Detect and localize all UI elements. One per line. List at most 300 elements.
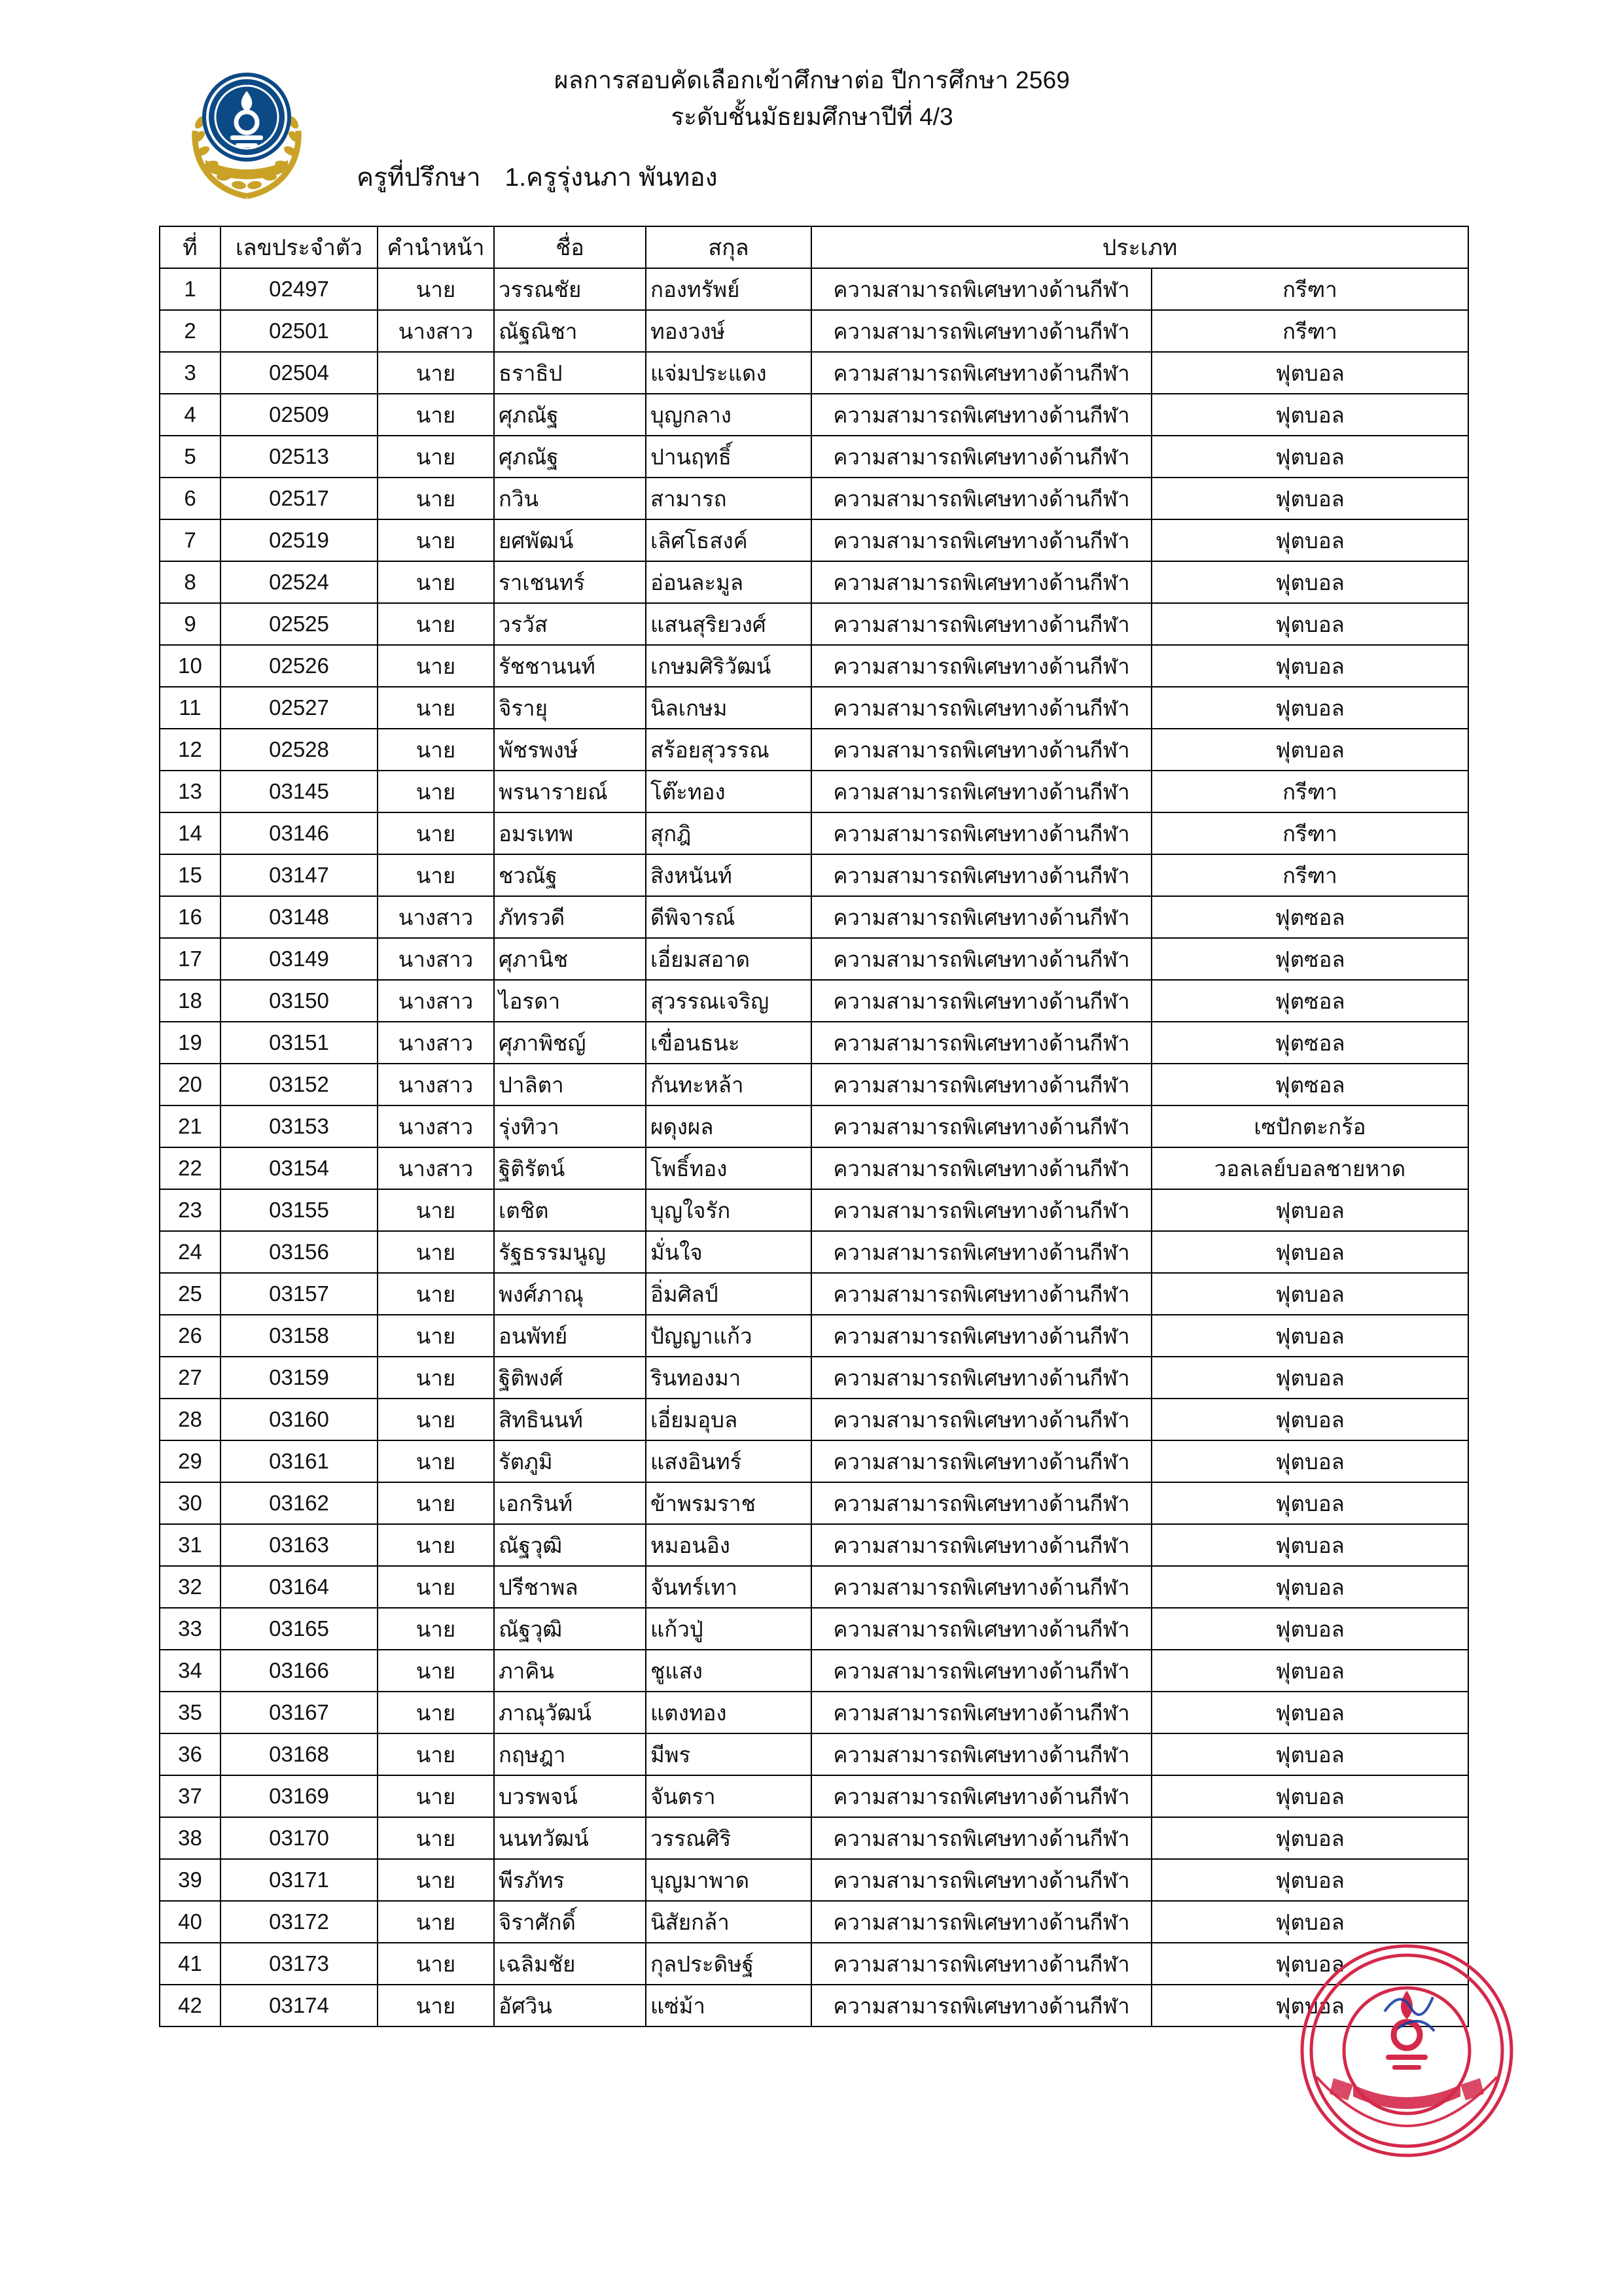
last-name: บุญใจรัก <box>646 1189 811 1231</box>
student-id: 03149 <box>221 938 378 980</box>
sport-category: กรีฑา <box>1152 812 1468 854</box>
last-name: ทองวงษ์ <box>646 310 811 352</box>
table-row <box>160 1147 1468 1189</box>
student-id: 03155 <box>221 1189 378 1231</box>
admission-type: ความสามารถพิเศษทางด้านกีฬา <box>811 980 1152 1022</box>
admission-type: ความสามารถพิเศษทางด้านกีฬา <box>811 1357 1152 1399</box>
first-name: รัชชานนท์ <box>494 645 646 687</box>
first-name: ยศพัฒน์ <box>494 519 646 561</box>
sport-category: ฟุตบอล <box>1152 687 1468 729</box>
row-number: 22 <box>160 1147 221 1189</box>
table-row <box>160 729 1468 771</box>
page-subtitle: ระดับชั้นมัธยมศึกษาปีที่ 4/3 <box>671 103 953 130</box>
last-name: สุวรรณเจริญ <box>646 980 811 1022</box>
sport-category: ฟุตบอล <box>1152 1775 1468 1817</box>
last-name: โพธิ์ทอง <box>646 1147 811 1189</box>
first-name: จิราศักดิ์ <box>494 1901 646 1943</box>
name-prefix: นาย <box>378 1817 494 1859</box>
admission-type: ความสามารถพิเศษทางด้านกีฬา <box>811 1231 1152 1273</box>
admission-type: ความสามารถพิเศษทางด้านกีฬา <box>811 1608 1152 1650</box>
name-prefix: นางสาว <box>378 980 494 1022</box>
row-number: 41 <box>160 1943 221 1985</box>
admission-type: ความสามารถพิเศษทางด้านกีฬา <box>811 771 1152 812</box>
name-prefix: นาย <box>378 394 494 436</box>
sport-category: ฟุตบอล <box>1152 729 1468 771</box>
first-name: ภาคิน <box>494 1650 646 1692</box>
last-name: วรรณศิริ <box>646 1817 811 1859</box>
table-row <box>160 1189 1468 1231</box>
sport-category: ฟุตบอล <box>1152 478 1468 519</box>
col-header-type: ประเภท <box>811 226 1468 268</box>
results-table <box>159 226 1469 2027</box>
row-number: 37 <box>160 1775 221 1817</box>
sport-category: ฟุตบอล <box>1152 394 1468 436</box>
sport-category: ฟุตบอล <box>1152 1901 1468 1943</box>
first-name: ฐิติพงศ์ <box>494 1357 646 1399</box>
first-name: ชวณัฐ <box>494 854 646 896</box>
last-name: กุลประดิษฐ์ <box>646 1943 811 1985</box>
first-name: พัชรพงษ์ <box>494 729 646 771</box>
name-prefix: นาย <box>378 603 494 645</box>
table-row <box>160 1817 1468 1859</box>
table-row <box>160 561 1468 603</box>
last-name: เลิศโธสงค์ <box>646 519 811 561</box>
first-name: วรวัส <box>494 603 646 645</box>
sport-category: ฟุตบอล <box>1152 1315 1468 1357</box>
last-name: รินทองมา <box>646 1357 811 1399</box>
last-name: แสงอินทร์ <box>646 1440 811 1482</box>
sport-category: ฟุตซอล <box>1152 938 1468 980</box>
table-row <box>160 1105 1468 1147</box>
last-name: สิงหนันท์ <box>646 854 811 896</box>
row-number: 38 <box>160 1817 221 1859</box>
sport-category: ฟุตบอล <box>1152 1399 1468 1440</box>
name-prefix: นาย <box>378 1231 494 1273</box>
admission-type: ความสามารถพิเศษทางด้านกีฬา <box>811 519 1152 561</box>
name-prefix: นาย <box>378 1859 494 1901</box>
student-id: 02501 <box>221 310 378 352</box>
last-name: บุญกลาง <box>646 394 811 436</box>
admission-type: ความสามารถพิเศษทางด้านกีฬา <box>811 1817 1152 1859</box>
table-row <box>160 394 1468 436</box>
student-id: 03154 <box>221 1147 378 1189</box>
name-prefix: นาย <box>378 1399 494 1440</box>
admission-type: ความสามารถพิเศษทางด้านกีฬา <box>811 394 1152 436</box>
student-id: 02509 <box>221 394 378 436</box>
row-number: 1 <box>160 268 221 310</box>
row-number: 9 <box>160 603 221 645</box>
last-name: กันทะหล้า <box>646 1064 811 1105</box>
first-name: ภัทรวดี <box>494 896 646 938</box>
admission-type: ความสามารถพิเศษทางด้านกีฬา <box>811 310 1152 352</box>
name-prefix: นางสาว <box>378 896 494 938</box>
student-id: 02525 <box>221 603 378 645</box>
row-number: 40 <box>160 1901 221 1943</box>
sport-category: ฟุตบอล <box>1152 1859 1468 1901</box>
row-number: 30 <box>160 1482 221 1524</box>
sport-category: ฟุตบอล <box>1152 1482 1468 1524</box>
admission-type: ความสามารถพิเศษทางด้านกีฬา <box>811 1985 1152 2026</box>
admission-type: ความสามารถพิเศษทางด้านกีฬา <box>811 854 1152 896</box>
admission-type: ความสามารถพิเศษทางด้านกีฬา <box>811 478 1152 519</box>
results-table-wrap <box>159 226 1468 2027</box>
last-name: สามารถ <box>646 478 811 519</box>
row-number: 3 <box>160 352 221 394</box>
row-number: 4 <box>160 394 221 436</box>
admission-type: ความสามารถพิเศษทางด้านกีฬา <box>811 1692 1152 1733</box>
student-id: 02519 <box>221 519 378 561</box>
row-number: 20 <box>160 1064 221 1105</box>
row-number: 24 <box>160 1231 221 1273</box>
name-prefix: นาย <box>378 1524 494 1566</box>
page-title: ผลการสอบคัดเลือกเข้าศึกษาต่อ ปีการศึกษา 2569 <box>554 67 1070 94</box>
student-id: 03145 <box>221 771 378 812</box>
table-row <box>160 1901 1468 1943</box>
row-number: 7 <box>160 519 221 561</box>
last-name: ปานฤทธิ์ <box>646 436 811 478</box>
first-name: ณัฐณิชา <box>494 310 646 352</box>
table-row <box>160 1524 1468 1566</box>
student-id: 03158 <box>221 1315 378 1357</box>
student-id: 03146 <box>221 812 378 854</box>
row-number: 33 <box>160 1608 221 1650</box>
table-row <box>160 352 1468 394</box>
row-number: 10 <box>160 645 221 687</box>
first-name: กวิน <box>494 478 646 519</box>
sport-category: ฟุตบอล <box>1152 1357 1468 1399</box>
first-name: อมรเทพ <box>494 812 646 854</box>
last-name: จันทร์เทา <box>646 1566 811 1608</box>
admission-type: ความสามารถพิเศษทางด้านกีฬา <box>811 729 1152 771</box>
table-row <box>160 687 1468 729</box>
admission-type: ความสามารถพิเศษทางด้านกีฬา <box>811 1482 1152 1524</box>
sport-category: ฟุตซอล <box>1152 980 1468 1022</box>
row-number: 16 <box>160 896 221 938</box>
student-id: 03174 <box>221 1985 378 2026</box>
name-prefix: นาย <box>378 1608 494 1650</box>
table-row <box>160 1775 1468 1817</box>
row-number: 28 <box>160 1399 221 1440</box>
student-id: 03163 <box>221 1524 378 1566</box>
admission-type: ความสามารถพิเศษทางด้านกีฬา <box>811 1189 1152 1231</box>
name-prefix: นาย <box>378 1440 494 1482</box>
last-name: หมอนอิง <box>646 1524 811 1566</box>
document-header <box>0 0 1624 196</box>
name-prefix: นางสาว <box>378 1064 494 1105</box>
table-row <box>160 603 1468 645</box>
student-id: 02497 <box>221 268 378 310</box>
student-id: 03152 <box>221 1064 378 1105</box>
row-number: 2 <box>160 310 221 352</box>
name-prefix: นาย <box>378 1566 494 1608</box>
last-name: นิสัยกล้า <box>646 1901 811 1943</box>
sport-category: ฟุตบอล <box>1152 1608 1468 1650</box>
admission-type: ความสามารถพิเศษทางด้านกีฬา <box>811 1064 1152 1105</box>
last-name: มั่นใจ <box>646 1231 811 1273</box>
student-id: 03170 <box>221 1817 378 1859</box>
first-name: อัศวิน <box>494 1985 646 2026</box>
first-name: จิรายุ <box>494 687 646 729</box>
sport-category: ฟุตบอล <box>1152 645 1468 687</box>
admission-type: ความสามารถพิเศษทางด้านกีฬา <box>811 1105 1152 1147</box>
student-id: 03167 <box>221 1692 378 1733</box>
table-row <box>160 1357 1468 1399</box>
advisor-name: 1.ครูรุ่งนภา พันทอง <box>504 164 718 192</box>
table-row <box>160 436 1468 478</box>
student-id: 03164 <box>221 1566 378 1608</box>
student-id: 03148 <box>221 896 378 938</box>
row-number: 21 <box>160 1105 221 1147</box>
sport-category: ฟุตบอล <box>1152 1733 1468 1775</box>
table-row <box>160 1608 1468 1650</box>
sport-category: ฟุตบอล <box>1152 1985 1468 2026</box>
name-prefix: นาย <box>378 1943 494 1985</box>
admission-type: ความสามารถพิเศษทางด้านกีฬา <box>811 1901 1152 1943</box>
first-name: ภาณุวัฒน์ <box>494 1692 646 1733</box>
sport-category: ฟุตบอล <box>1152 1817 1468 1859</box>
last-name: แจ่มประแดง <box>646 352 811 394</box>
table-row <box>160 1650 1468 1692</box>
last-name: ผดุงผล <box>646 1105 811 1147</box>
first-name: อนพัทย์ <box>494 1315 646 1357</box>
col-header-id: เลขประจำตัว <box>221 226 378 268</box>
student-id: 03157 <box>221 1273 378 1315</box>
row-number: 6 <box>160 478 221 519</box>
name-prefix: นาย <box>378 1482 494 1524</box>
sport-category: ฟุตบอล <box>1152 1189 1468 1231</box>
last-name: เอี่ยมอุบล <box>646 1399 811 1440</box>
first-name: ศุภานิช <box>494 938 646 980</box>
first-name: ฐิติรัตน์ <box>494 1147 646 1189</box>
first-name: ศุภาพิชญ์ <box>494 1022 646 1064</box>
table-row <box>160 812 1468 854</box>
admission-type: ความสามารถพิเศษทางด้านกีฬา <box>811 1147 1152 1189</box>
table-row <box>160 1399 1468 1440</box>
admission-type: ความสามารถพิเศษทางด้านกีฬา <box>811 561 1152 603</box>
table-row <box>160 1315 1468 1357</box>
admission-type: ความสามารถพิเศษทางด้านกีฬา <box>811 1566 1152 1608</box>
student-id: 02513 <box>221 436 378 478</box>
sport-category: ฟุตบอล <box>1152 1273 1468 1315</box>
name-prefix: นาย <box>378 1315 494 1357</box>
sport-category: ฟุตบอล <box>1152 1566 1468 1608</box>
table-row <box>160 1482 1468 1524</box>
first-name: ศุภณัฐ <box>494 394 646 436</box>
col-header-last: สกุล <box>646 226 811 268</box>
name-prefix: นาย <box>378 1189 494 1231</box>
admission-type: ความสามารถพิเศษทางด้านกีฬา <box>811 1943 1152 1985</box>
name-prefix: นาย <box>378 645 494 687</box>
table-row <box>160 1985 1468 2026</box>
name-prefix: นาย <box>378 1357 494 1399</box>
first-name: รัฐธรรมนูญ <box>494 1231 646 1273</box>
sport-category: ฟุตซอล <box>1152 896 1468 938</box>
sport-category: ฟุตบอล <box>1152 519 1468 561</box>
last-name: มีพร <box>646 1733 811 1775</box>
last-name: เอี่ยมสอาด <box>646 938 811 980</box>
admission-type: ความสามารถพิเศษทางด้านกีฬา <box>811 896 1152 938</box>
last-name: ดีพิจารณ์ <box>646 896 811 938</box>
row-number: 11 <box>160 687 221 729</box>
table-row <box>160 478 1468 519</box>
admission-type: ความสามารถพิเศษทางด้านกีฬา <box>811 938 1152 980</box>
admission-type: ความสามารถพิเศษทางด้านกีฬา <box>811 812 1152 854</box>
student-id: 03161 <box>221 1440 378 1482</box>
table-row <box>160 938 1468 980</box>
name-prefix: นางสาว <box>378 938 494 980</box>
name-prefix: นางสาว <box>378 1147 494 1189</box>
name-prefix: นาย <box>378 687 494 729</box>
name-prefix: นาย <box>378 729 494 771</box>
row-number: 8 <box>160 561 221 603</box>
name-prefix: นางสาว <box>378 1022 494 1064</box>
first-name: พรนารายณ์ <box>494 771 646 812</box>
sport-category: ฟุตบอล <box>1152 1943 1468 1985</box>
last-name: นิลเกษม <box>646 687 811 729</box>
table-row <box>160 310 1468 352</box>
table-row <box>160 1273 1468 1315</box>
admission-type: ความสามารถพิเศษทางด้านกีฬา <box>811 1399 1152 1440</box>
last-name: ปัญญาแก้ว <box>646 1315 811 1357</box>
sport-category: ฟุตบอล <box>1152 352 1468 394</box>
table-row <box>160 980 1468 1022</box>
header-title-block <box>0 62 1624 135</box>
results-table-body <box>160 268 1468 2026</box>
admission-type: ความสามารถพิเศษทางด้านกีฬา <box>811 603 1152 645</box>
sport-category: ฟุตบอล <box>1152 1650 1468 1692</box>
first-name: ณัฐวุฒิ <box>494 1524 646 1566</box>
name-prefix: นาย <box>378 854 494 896</box>
last-name: แก้วปู่ <box>646 1608 811 1650</box>
name-prefix: นาย <box>378 1901 494 1943</box>
table-header-row <box>160 226 1468 268</box>
first-name: เตชิต <box>494 1189 646 1231</box>
row-number: 15 <box>160 854 221 896</box>
last-name: บุญมาพาด <box>646 1859 811 1901</box>
sport-category: กรีฑา <box>1152 268 1468 310</box>
sport-category: กรีฑา <box>1152 310 1468 352</box>
first-name: วรรณชัย <box>494 268 646 310</box>
row-number: 27 <box>160 1357 221 1399</box>
table-row <box>160 1022 1468 1064</box>
last-name: แซ่ม้า <box>646 1985 811 2026</box>
admission-type: ความสามารถพิเศษทางด้านกีฬา <box>811 268 1152 310</box>
student-id: 03151 <box>221 1022 378 1064</box>
student-id: 03162 <box>221 1482 378 1524</box>
student-id: 03171 <box>221 1859 378 1901</box>
admission-type: ความสามารถพิเศษทางด้านกีฬา <box>811 687 1152 729</box>
row-number: 13 <box>160 771 221 812</box>
row-number: 5 <box>160 436 221 478</box>
sport-category: ฟุตซอล <box>1152 1022 1468 1064</box>
row-number: 19 <box>160 1022 221 1064</box>
row-number: 32 <box>160 1566 221 1608</box>
name-prefix: นาย <box>378 478 494 519</box>
student-id: 03172 <box>221 1901 378 1943</box>
row-number: 17 <box>160 938 221 980</box>
student-id: 02526 <box>221 645 378 687</box>
last-name: ข้าพรมราช <box>646 1482 811 1524</box>
student-id: 03156 <box>221 1231 378 1273</box>
row-number: 18 <box>160 980 221 1022</box>
name-prefix: นาย <box>378 1775 494 1817</box>
last-name: กองทรัพย์ <box>646 268 811 310</box>
admission-type: ความสามารถพิเศษทางด้านกีฬา <box>811 1859 1152 1901</box>
name-prefix: นาย <box>378 436 494 478</box>
name-prefix: นาย <box>378 1650 494 1692</box>
last-name: อ่อนละมูล <box>646 561 811 603</box>
sport-category: เซปักตะกร้อ <box>1152 1105 1468 1147</box>
row-number: 25 <box>160 1273 221 1315</box>
student-id: 02504 <box>221 352 378 394</box>
first-name: เฉลิมชัย <box>494 1943 646 1985</box>
student-id: 03168 <box>221 1733 378 1775</box>
table-row <box>160 1064 1468 1105</box>
first-name: ศุภณัฐ <box>494 436 646 478</box>
table-row <box>160 1692 1468 1733</box>
first-name: กฤษฎา <box>494 1733 646 1775</box>
table-row <box>160 1231 1468 1273</box>
last-name: ชูแสง <box>646 1650 811 1692</box>
name-prefix: นาย <box>378 812 494 854</box>
first-name: รัตภูมิ <box>494 1440 646 1482</box>
row-number: 14 <box>160 812 221 854</box>
admission-type: ความสามารถพิเศษทางด้านกีฬา <box>811 645 1152 687</box>
student-id: 03153 <box>221 1105 378 1147</box>
first-name: ณัฐวุฒิ <box>494 1608 646 1650</box>
admission-type: ความสามารถพิเศษทางด้านกีฬา <box>811 436 1152 478</box>
col-header-first: ชื่อ <box>494 226 646 268</box>
admission-type: ความสามารถพิเศษทางด้านกีฬา <box>811 1524 1152 1566</box>
first-name: ปรีชาพล <box>494 1566 646 1608</box>
admission-type: ความสามารถพิเศษทางด้านกีฬา <box>811 1022 1152 1064</box>
last-name: จันตรา <box>646 1775 811 1817</box>
sport-category: ฟุตบอล <box>1152 1231 1468 1273</box>
name-prefix: นางสาว <box>378 310 494 352</box>
table-row <box>160 519 1468 561</box>
first-name: ปาลิตา <box>494 1064 646 1105</box>
student-id: 03147 <box>221 854 378 896</box>
row-number: 34 <box>160 1650 221 1692</box>
sport-category: ฟุตซอล <box>1152 1064 1468 1105</box>
row-number: 39 <box>160 1859 221 1901</box>
last-name: แตงทอง <box>646 1692 811 1733</box>
last-name: โต๊ะทอง <box>646 771 811 812</box>
first-name: เอกรินท์ <box>494 1482 646 1524</box>
table-row <box>160 1733 1468 1775</box>
first-name: ราเชนทร์ <box>494 561 646 603</box>
last-name: สร้อยสุวรรณ <box>646 729 811 771</box>
admission-type: ความสามารถพิเศษทางด้านกีฬา <box>811 1440 1152 1482</box>
student-id: 03169 <box>221 1775 378 1817</box>
student-id: 03159 <box>221 1357 378 1399</box>
sport-category: กรีฑา <box>1152 854 1468 896</box>
last-name: แสนสุริยวงศ์ <box>646 603 811 645</box>
sport-category: วอลเลย์บอลชายหาด <box>1152 1147 1468 1189</box>
col-header-no: ที่ <box>160 226 221 268</box>
last-name: สุกฎิ <box>646 812 811 854</box>
student-id: 02527 <box>221 687 378 729</box>
row-number: 12 <box>160 729 221 771</box>
first-name: นนทวัฒน์ <box>494 1817 646 1859</box>
row-number: 42 <box>160 1985 221 2026</box>
sport-category: ฟุตบอล <box>1152 1440 1468 1482</box>
sport-category: กรีฑา <box>1152 771 1468 812</box>
first-name: ไอรดา <box>494 980 646 1022</box>
student-id: 03160 <box>221 1399 378 1440</box>
sport-category: ฟุตบอล <box>1152 561 1468 603</box>
table-row <box>160 645 1468 687</box>
